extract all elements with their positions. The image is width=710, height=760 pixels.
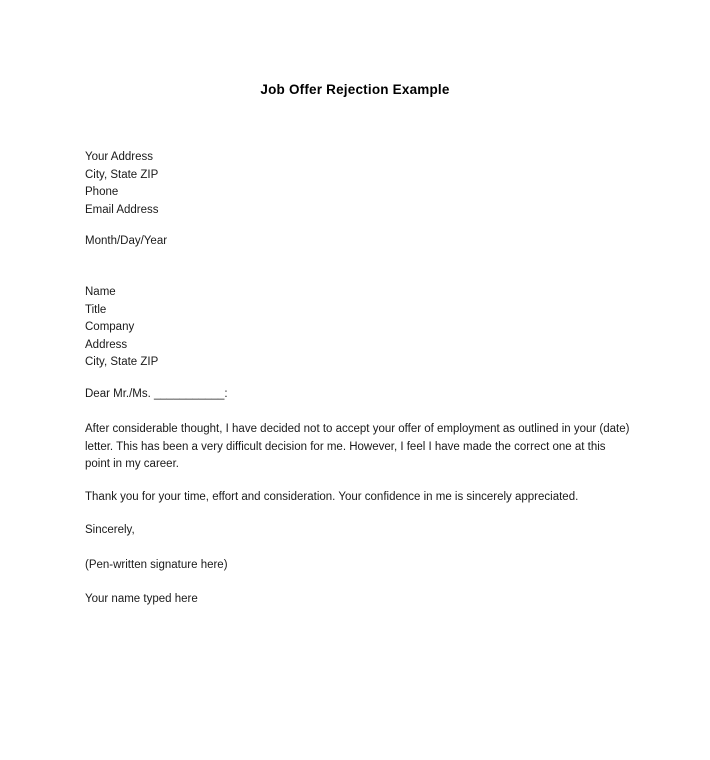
signature-placeholder-block <box>85 557 630 575</box>
sender-email-line: Email Address <box>85 203 159 216</box>
recipient-city-line: City, State ZIP <box>85 356 159 368</box>
paragraph-text: After considerable thought, I have decided not to accept your offer of employment as outlined in your (date) letter. This has been a very difficult decision for me. However, I feel I have made the correct one at this point in my career. <box>85 423 630 470</box>
date-line: Month/Day/Year <box>85 235 168 247</box>
sender-address-block <box>85 149 630 219</box>
typed-name-block <box>85 591 630 609</box>
body-paragraph-2 <box>85 489 630 507</box>
sender-city-line: City, State ZIP <box>85 168 159 181</box>
recipient-title-line: Title <box>85 303 107 316</box>
body-paragraph-1 <box>85 421 630 474</box>
sender-address-line: Your Address <box>85 151 153 163</box>
signature-placeholder-line: (Pen-written signature here) <box>85 559 228 571</box>
recipient-company-line: Company <box>85 321 135 333</box>
page-title: Job Offer Rejection Example <box>260 82 450 97</box>
recipient-address-block <box>85 284 630 372</box>
typed-name-line: Your name typed here <box>85 593 198 605</box>
closing-block <box>85 522 630 540</box>
closing-line: Sincerely, <box>85 524 135 536</box>
salutation-line: Dear Mr./Ms. ___________: <box>85 388 228 400</box>
paragraph-text: Thank you for your time, effort and consideration. Your confidence in me is sincerely appreciated. <box>85 491 579 503</box>
date-block <box>85 233 630 251</box>
sender-phone-line: Phone <box>85 186 119 198</box>
recipient-address-line: Address <box>85 338 128 351</box>
recipient-name-line: Name <box>85 286 116 298</box>
salutation-block <box>85 386 630 404</box>
